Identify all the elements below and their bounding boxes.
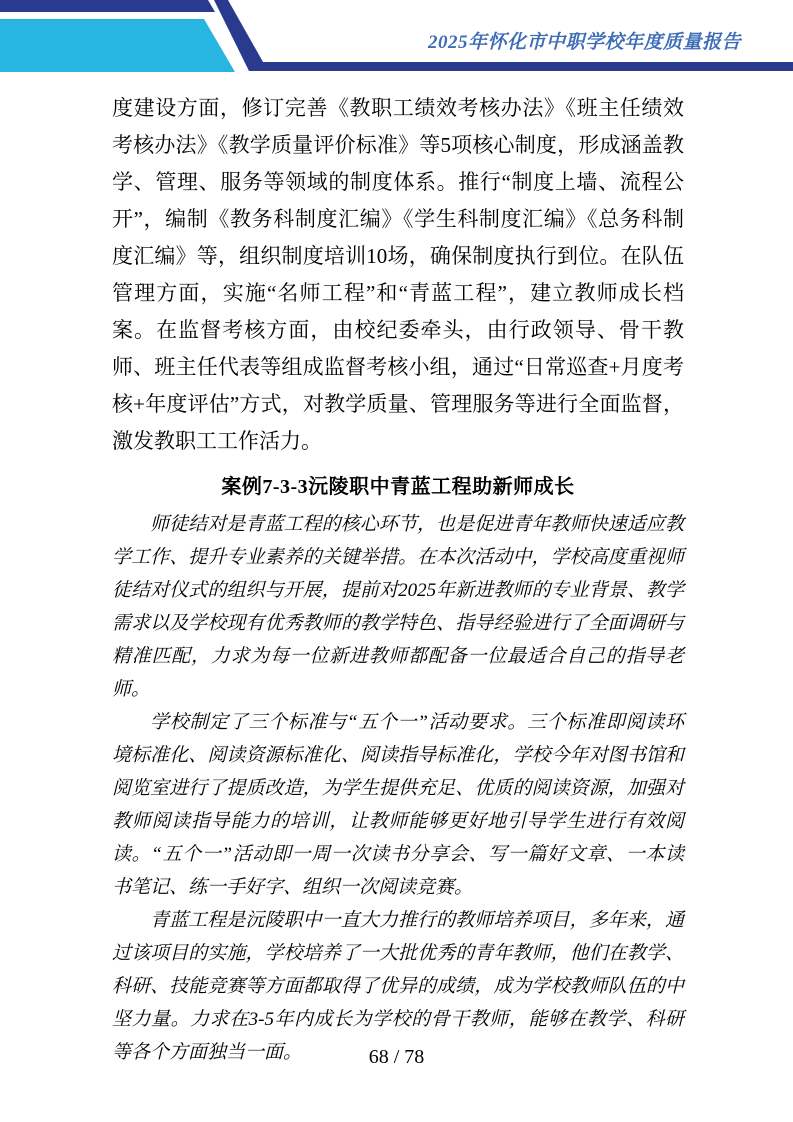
case-paragraph: 青蓝工程是沅陵职中一直大力推行的教师培养项目，多年来，通过该项目的实施，学校培养了一大批优秀的青年教师，他们在教学、科研、技能竞赛等方面都取得了优异的成绩，成为学校教师队伍的中坚力量。力求在3-5年内成长为学校的骨干教师，能够在教学、科研等各个方面独当一面。 [112,910,684,1063]
page-body [112,90,684,1069]
case-paragraph: 师徒结对是青蓝工程的核心环节，也是促进青年教师快速适应教学工作、提升专业素养的关键举措。在本次活动中，学校高度重视师徒结对仪式的组织与开展，提前对2025年新进教师的专业背景、教学需求以及学校现有优秀教师的教学特色、指导经验进行了全面调研与精准匹配，力求为每一位新进教师都配备一位最适合自己的指导老师。 [112,514,684,700]
header-top-band-shape [0,0,215,12]
header-cyan-shape [0,19,235,72]
body-paragraph-continued: 度建设方面，修订完善《教职工绩效考核办法》《班主任绩效考核办法》《教学质量评价标准》等5项核心制度，形成涵盖教学、管理、服务等领域的制度体系。推行“制度上墙、流程公开”，编制《教务科制度汇编》《学生科制度汇编》《总务科制度汇编》等，组织制度培训10场，确保制度执行到位。在队伍管理方面，实施“名师工程”和“青蓝工程”，建立教师成长档案。在监督考核方面，由校纪委牵头，由行政领导、骨干教师、班主任代表等组成监督考核小组，通过“日常巡查+月度考核+年度评估”方式，对教学质量、管理服务等进行全面监督，激发教职工工作活力。 [112,96,684,453]
page-number-indicator: 68 / 78 [368,1046,425,1068]
case-study-heading: 案例7-3-3沅陵职中青蓝工程助新师成长 [221,476,575,498]
case-paragraph: 学校制定了三个标准与“五个一”活动要求。三个标准即阅读环境标准化、阅读资源标准化、阅读指导标准化，学校今年对图书馆和阅览室进行了提质改造，为学生提供充足、优质的阅读资源，加强对教师阅读指导能力的培训，让教师能够更好地引导学生进行有效阅读。“五个一”活动即一周一次读书分享会、写一篇好文章、一本读书笔记、练一手好字、组织一次阅读竞赛。 [112,712,684,898]
header-report-title: 2025年怀化市中职学校年度质量报告 [427,32,741,53]
